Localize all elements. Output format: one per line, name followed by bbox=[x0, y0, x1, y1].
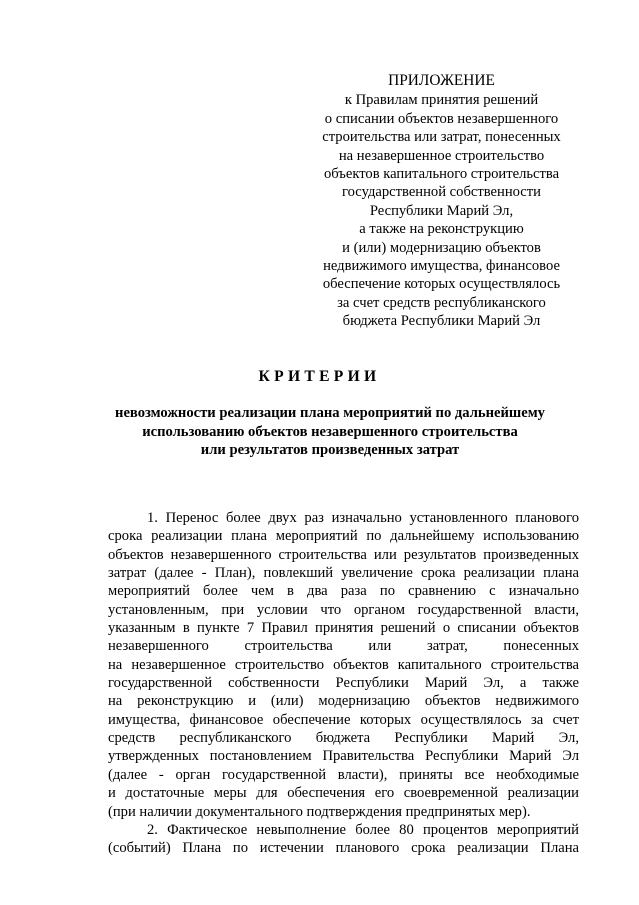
appendix-block bbox=[300, 72, 583, 331]
appendix-line: Республики Марий Эл, bbox=[369, 202, 514, 219]
appendix-line: строительства или затрат, понесенных bbox=[322, 129, 561, 146]
paragraph-line: (далее - орган государственной власти), приняты все необходимые bbox=[108, 766, 579, 783]
appendix-line: о списании объектов незавершенного bbox=[324, 110, 559, 127]
appendix-line: объектов капитального строительства bbox=[323, 166, 560, 183]
criteria-subtitle-line: невозможности реализации плана мероприятий по дальнейшему bbox=[115, 405, 545, 421]
paragraph-line: 1. Перенос более двух раз изначально установленного планового bbox=[147, 510, 579, 526]
appendix-title: ПРИЛОЖЕНИЕ bbox=[388, 72, 495, 89]
paragraph-2 bbox=[108, 821, 579, 858]
paragraph-line: указанным в пункте 7 Правил принятия решений о списании объектов bbox=[108, 620, 579, 637]
paragraph-line: на незавершенное строительство объектов капитального строительства bbox=[108, 656, 579, 673]
paragraph-line: объектов незавершенного строительства или результатов произведенных bbox=[108, 546, 579, 563]
appendix-line: за счет средств республиканского bbox=[337, 294, 546, 311]
paragraph-line: (событий) Плана по истечении планового срока реализации Плана bbox=[108, 840, 579, 857]
paragraph-line: государственной собственности Республики Марий Эл, а также bbox=[108, 675, 579, 692]
paragraph-line: (при наличии документального подтверждения предпринятых мер). bbox=[108, 803, 531, 820]
appendix-line: к Правилам принятия решений bbox=[344, 92, 539, 109]
paragraph-line: на реконструкцию и (или) модернизацию объектов недвижимого bbox=[108, 693, 579, 710]
appendix-line: бюджета Республики Марий Эл bbox=[342, 313, 541, 330]
appendix-line: обеспечение которых осуществлялось bbox=[322, 276, 561, 293]
paragraph-line: и достаточные меры для обеспечения его своевременной реализации bbox=[108, 785, 579, 802]
criteria-subtitle-line: или результатов произведенных затрат bbox=[200, 442, 460, 459]
paragraph-line: затрат (далее - План), повлекший увеличение срока реализации плана bbox=[108, 565, 579, 582]
paragraph-line: утвержденных постановлением Правительства Республики Марий Эл bbox=[108, 748, 579, 765]
paragraph-line: средств республиканского бюджета Республики Марий Эл, bbox=[108, 730, 579, 747]
paragraph-line: 2. Фактическое невыполнение более 80 процентов мероприятий bbox=[147, 821, 579, 838]
appendix-line: недвижимого имущества, финансовое bbox=[323, 258, 560, 275]
paragraph-1 bbox=[108, 509, 579, 821]
paragraph-line: имущества, финансовое обеспечение которых осуществлялось за счет bbox=[108, 711, 579, 728]
paragraph-line: срока реализации плана мероприятий по дальнейшему использованию bbox=[108, 528, 579, 545]
appendix-line: государственной собственности bbox=[342, 184, 541, 201]
criteria-subtitle bbox=[60, 404, 600, 460]
appendix-line: и (или) модернизацию объектов bbox=[342, 239, 541, 256]
criteria-title: КРИТЕРИИ bbox=[258, 368, 381, 385]
document-body bbox=[108, 509, 579, 858]
criteria-subtitle-line: использованию объектов незавершенного строительства bbox=[142, 423, 518, 440]
paragraph-line: незавершенного строительства или затрат, понесенных bbox=[108, 638, 579, 655]
paragraph-line: мероприятий более чем в два раза по сравнению с изначально bbox=[108, 583, 579, 600]
paragraph-line: установленным, при условии что органом государственной власти, bbox=[108, 601, 579, 618]
appendix-line: на незавершенное строительство bbox=[338, 147, 545, 164]
appendix-line: а также на реконструкцию bbox=[359, 221, 524, 238]
